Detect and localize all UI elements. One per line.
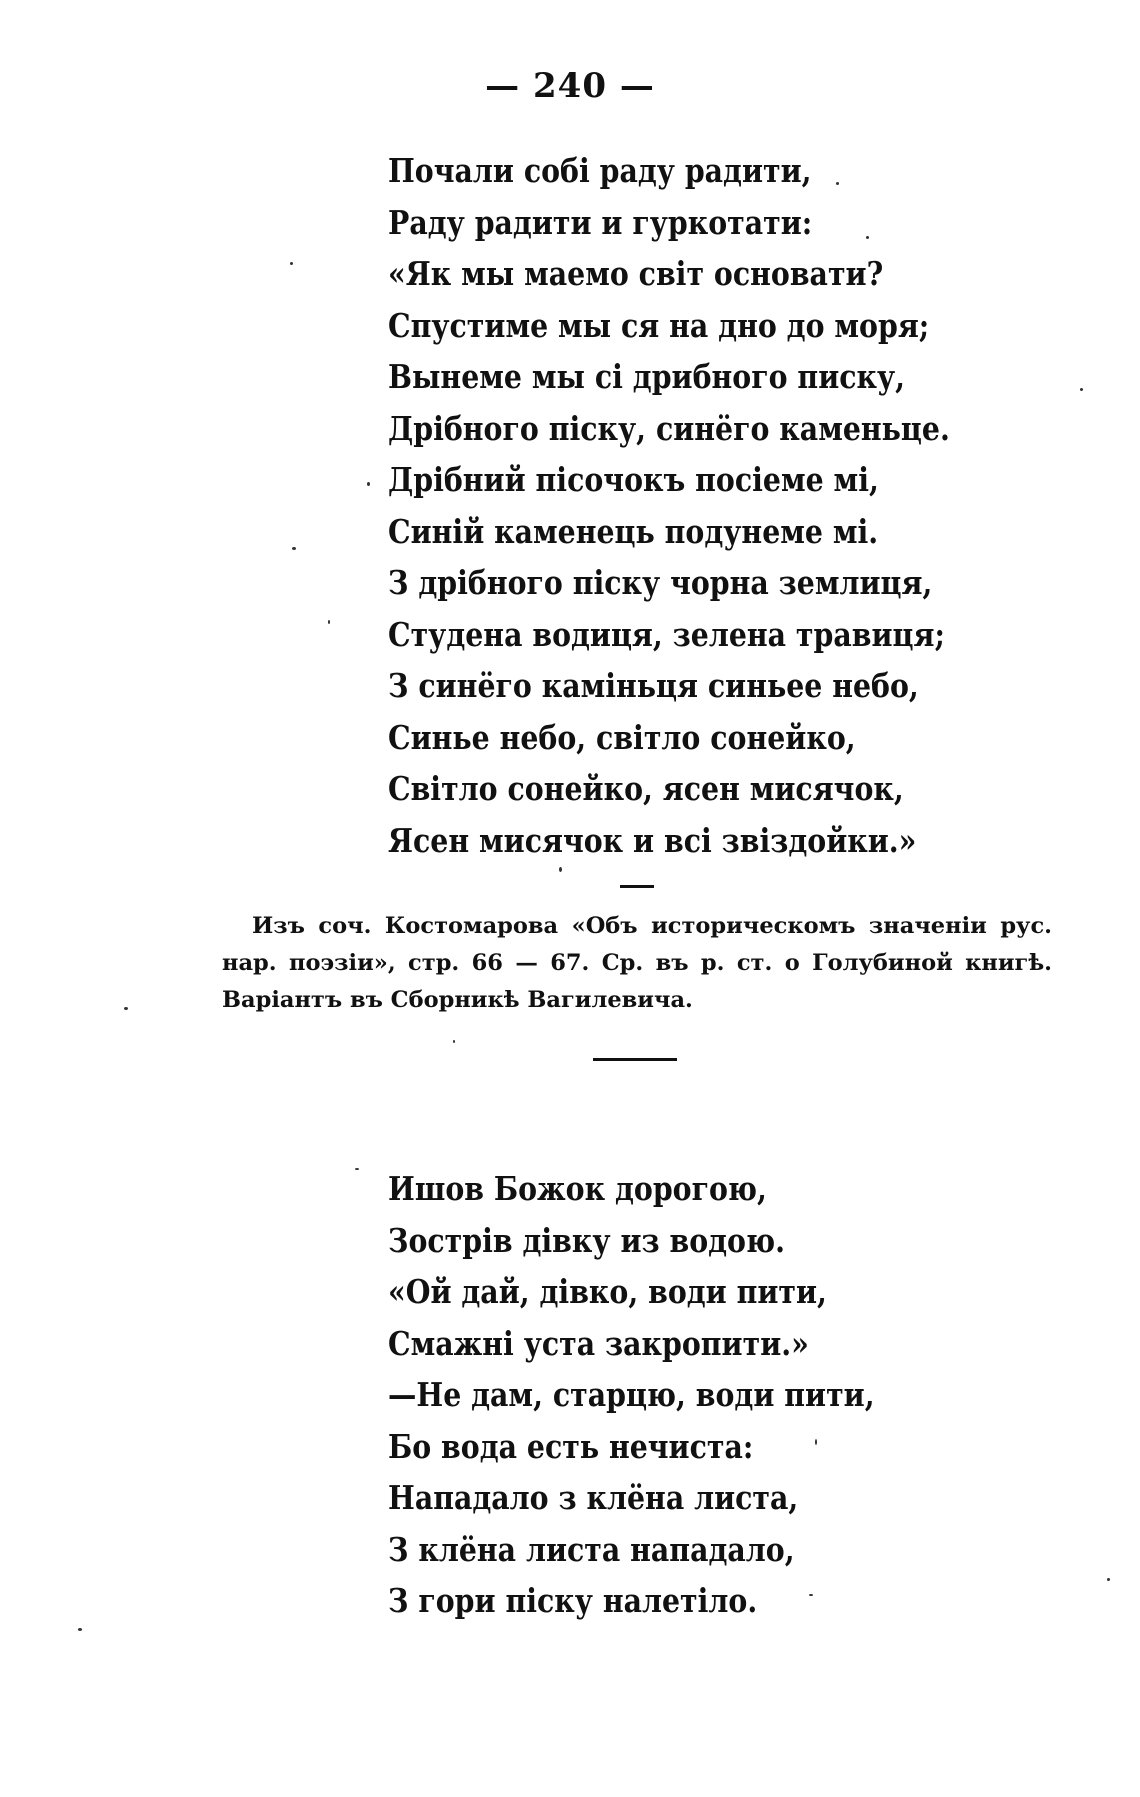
verse-line: Раду радити и гуркотати: bbox=[388, 202, 813, 242]
verse-line: Смажні уста закропити.» bbox=[388, 1323, 809, 1363]
verse-line: Ясен мисячок и всі звіздойки.» bbox=[388, 820, 917, 860]
verse-line: «Як мы маемо світ основати? bbox=[388, 254, 884, 293]
scan-speck bbox=[453, 1040, 455, 1043]
verse-line: З дрібного піску чорна землиця, bbox=[388, 563, 933, 602]
verse-line: Спустиме мы ся на дно до моря; bbox=[388, 305, 930, 345]
verse-line: Почали собі раду радити, bbox=[388, 151, 812, 190]
scan-speck bbox=[1107, 1578, 1110, 1581]
scan-speck bbox=[809, 1594, 813, 1596]
verse-line: «Ой дай, дівко, води пити, bbox=[388, 1272, 827, 1311]
source-note: Изъ соч. Костомарова «Объ историческомъ значеніи рус. нар. поэзіи», стр. 66 — 67. Ср. въ р. ст. о Голубиной книгѣ. Варіантъ въ Сборникѣ Вагилевича. bbox=[222, 913, 1052, 1013]
verse-line: Дрібний пісочокъ посіеме мі, bbox=[388, 460, 879, 499]
scan-speck bbox=[290, 262, 293, 265]
scan-speck bbox=[815, 1439, 817, 1445]
poem-verse-2 bbox=[388, 1163, 954, 1627]
page-number: — 240 — bbox=[485, 66, 655, 106]
scan-speck bbox=[866, 236, 869, 239]
verse-line: Ишов Божок дорогою, bbox=[388, 1169, 767, 1208]
scan-speck bbox=[836, 182, 839, 185]
verse-line: Синій каменець подунеме мі. bbox=[388, 511, 879, 551]
verse-line: Бо вода есть нечиста: bbox=[388, 1426, 754, 1466]
section-divider-short bbox=[620, 885, 654, 888]
verse-line: —Не дам, старцю, води пити, bbox=[388, 1375, 875, 1414]
verse-line: Зострів дівку из водою. bbox=[388, 1220, 785, 1260]
poem-verse-1 bbox=[388, 145, 1041, 866]
scan-speck bbox=[367, 482, 370, 486]
scan-speck bbox=[124, 1007, 128, 1010]
scan-speck bbox=[78, 1628, 82, 1631]
verse-line: З гори піску налетіло. bbox=[388, 1581, 758, 1620]
verse-line: Студена водиця, зелена травиця; bbox=[388, 614, 945, 654]
scan-speck bbox=[1080, 388, 1083, 391]
verse-line: З клёна листа нападало, bbox=[388, 1529, 795, 1569]
scan-speck bbox=[292, 547, 296, 550]
verse-line: Вынеме мы сі дрибного писку, bbox=[388, 357, 906, 396]
verse-line: Дрібного піску, синёго каменьце. bbox=[388, 408, 950, 448]
scan-speck bbox=[355, 1168, 359, 1170]
verse-line: Синье небо, світло сонейко, bbox=[388, 717, 856, 757]
verse-line: Світло сонейко, ясен мисячок, bbox=[388, 769, 904, 808]
scan-speck bbox=[559, 867, 562, 872]
verse-line: Нападало з клёна листа, bbox=[388, 1478, 799, 1517]
verse-line: З синёго каміньця синьее небо, bbox=[388, 666, 919, 705]
scan-speck bbox=[328, 620, 330, 624]
section-divider-long bbox=[593, 1058, 677, 1061]
